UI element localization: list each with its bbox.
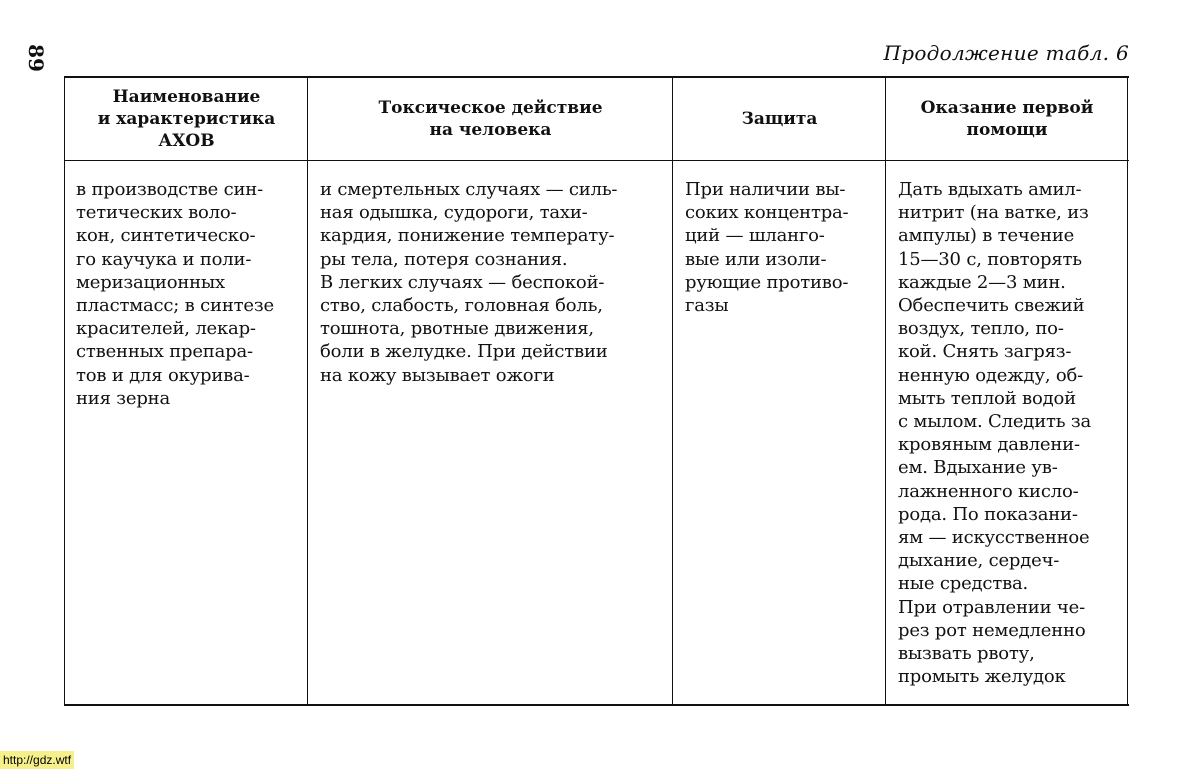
header-first-aid: Оказание первой помощи	[920, 98, 1094, 140]
table-continuation-caption: Продолжение табл. 6	[883, 41, 1129, 65]
header-divider	[64, 160, 1129, 161]
data-table	[64, 76, 1129, 706]
page-number: 89	[24, 44, 48, 72]
cell-first-aid: Дать вдыхать амил- нитрит (на ватке, из ампулы) в течение 15—30 с, повторять каждые 2—3 мин. Обеспечить свежий воздух, тепло, по- кой. Снять загряз- ненную одежду, об- мыть теплой водой с мылом. Следить за кровяным давлени- ем. Вдыхание ув- лажненного кисло- рода. По показани- ям — искусственное дыхание, сердеч- ные средства. При отравлении че- рез рот немедленно вызвать рвоту, промыть желудок	[898, 179, 1092, 688]
watermark-link[interactable]: http://gdz.wtf	[0, 751, 74, 769]
cell-toxic-effect: и смертельных случаях — силь- ная одышка, судороги, тахи- кардия, понижение температу- ры тела, потеря сознания. В легких случаях — беспокой- ство, слабость, головная боль, тошнота, рвотные движения, боли в желудке. При действии на кожу вызывает ожоги	[320, 179, 618, 386]
header-substance: Наименование и характеристика АХОВ	[97, 87, 276, 151]
table-border-right	[1127, 78, 1128, 704]
cell-substance: в производстве син- тетических воло- кон, синтетическо- го каучука и поли- меризационных пластмасс; в синтезе красителей, лекар- ственных препара- тов и для окурива- ния зерна	[76, 179, 274, 409]
header-toxic-effect: Токсическое действие на человека	[378, 98, 603, 140]
cell-protection: При наличии вы- соких концентра- ций — шланго- вые или изоли- рующие противо- газы	[685, 179, 849, 317]
column-divider-3	[885, 78, 886, 704]
column-divider-1	[307, 78, 308, 704]
table-border-left	[64, 78, 65, 704]
header-protection: Защита	[741, 109, 818, 129]
column-divider-2	[672, 78, 673, 704]
